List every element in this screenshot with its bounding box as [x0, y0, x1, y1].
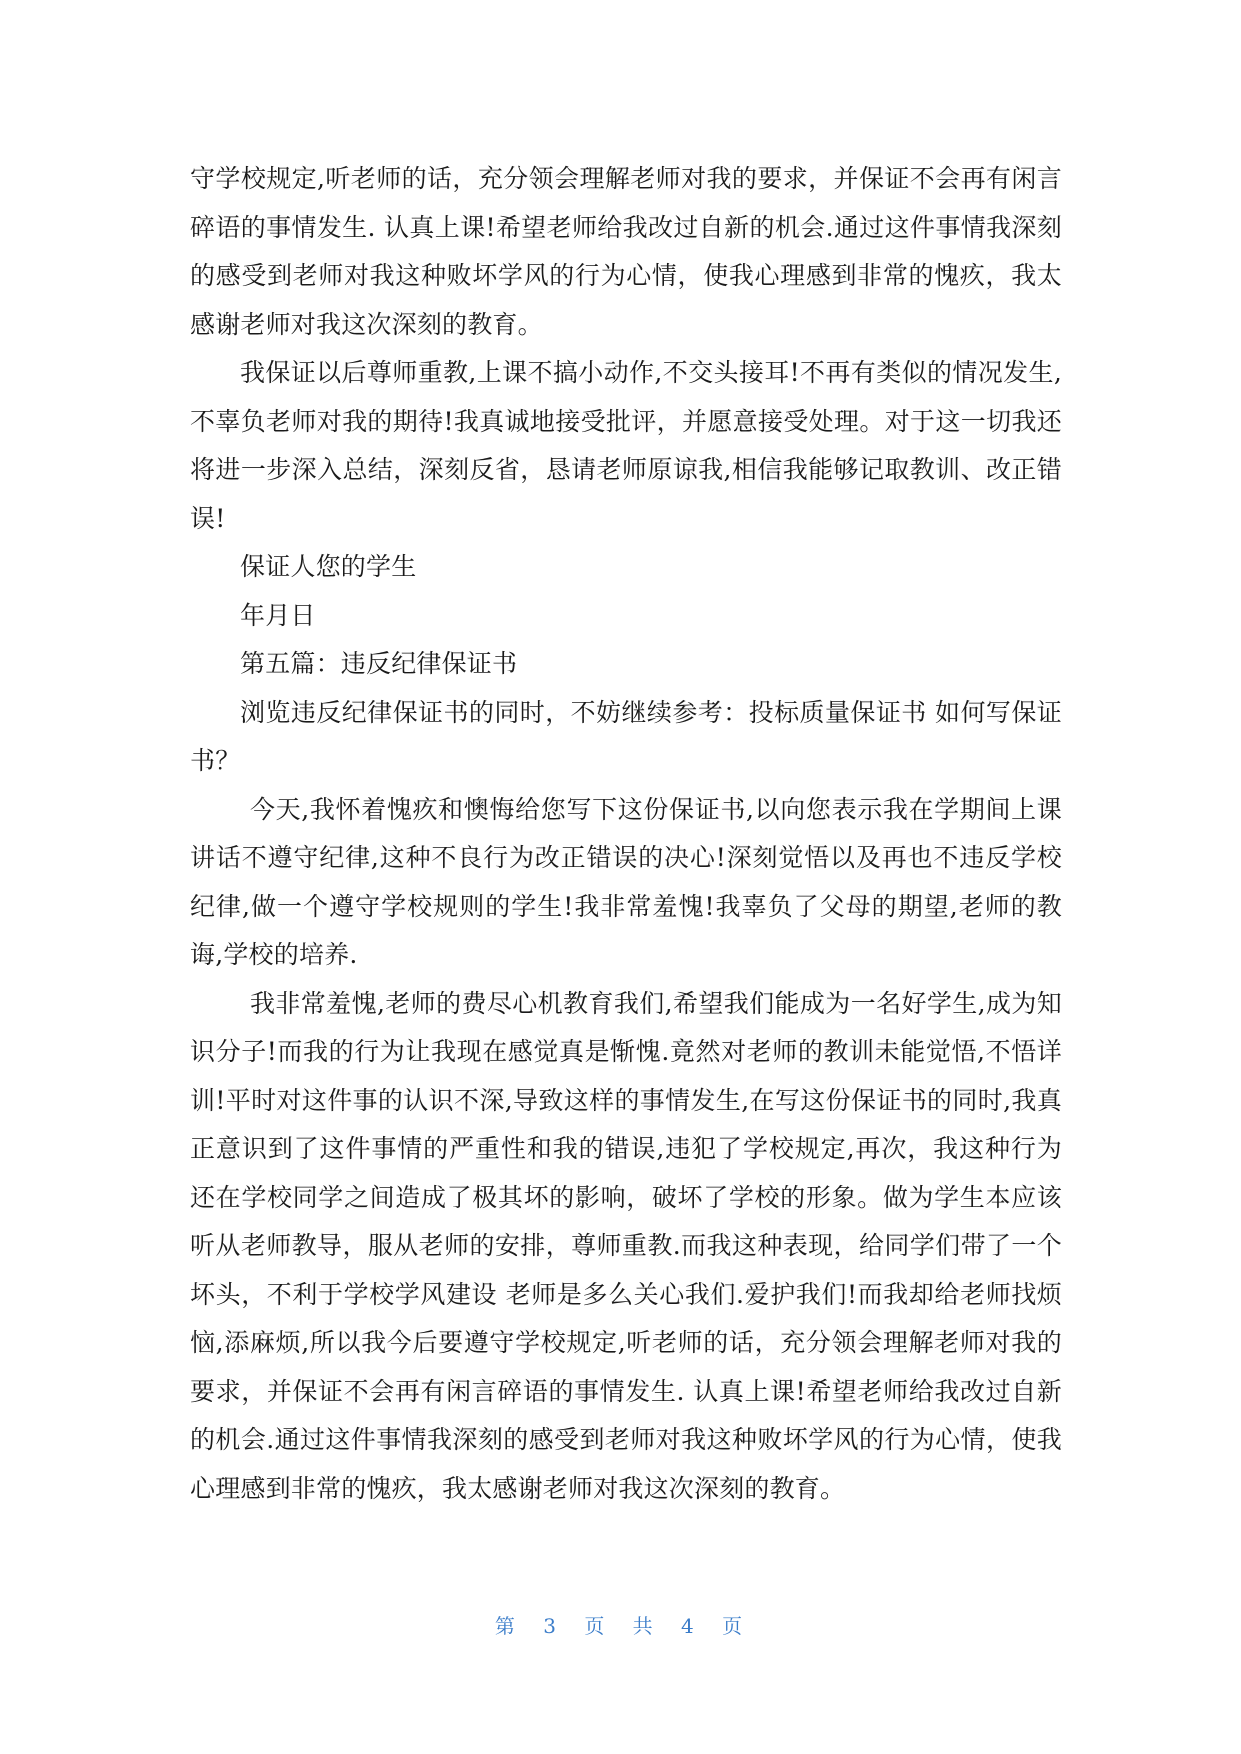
paragraph: 浏览违反纪律保证书的同时，不妨继续参考：投标质量保证书 如何写保证书？	[190, 697, 1062, 775]
paragraph: 守学校规定,听老师的话，充分领会理解老师对我的要求，并保证不会再有闲言碎语的事情发生. 认真上课!希望老师给我改过自新的机会.通过这件事情我深刻的感受到老师对我这种败坏学风的行为心情，使我心理感到非常的愧疚，我太感谢老师对我这次深刻的教育。	[190, 164, 1062, 339]
paragraph: 今天,我怀着愧疚和懊悔给您写下这份保证书,以向您表示我在学期间上课讲话不遵守纪律,这种不良行为改正错误的决心!深刻觉悟以及再也不违反学校纪律,做一个遵守学校规则的学生!我非常羞愧!我辜负了父母的期望,老师的教诲,学校的培养.	[190, 794, 1062, 969]
section-heading: 第五篇：违反纪律保证书	[240, 649, 518, 678]
page-number-footer: 第 3 页 共 4 页	[494, 1614, 747, 1638]
document-body	[190, 155, 1062, 1513]
paragraph: 我非常羞愧,老师的费尽心机教育我们,希望我们能成为一名好学生,成为知识分子!而我的行为让我现在感觉真是惭愧.竟然对老师的教训未能觉悟,不悟详训!平时对这件事的认识不深,导致这样的事情发生,在写这份保证书的同时,我真正意识到了这件事情的严重性和我的错误,违犯了学校规定,再次，我这种行为还在学校同学之间造成了极其坏的影响，破坏了学校的形象。做为学生本应该听从老师教导，服从老师的安排，尊师重教.而我这种表现，给同学们带了一个坏头，不利于学校学风建设 老师是多么关心我们.爱护我们!而我却给老师找烦恼,添麻烦,所以我今后要遵守学校规定,听老师的话，充分领会理解老师对我的要求，并保证不会再有闲言碎语的事情发生. 认真上课!希望老师给我改过自新的机会.通过这件事情我深刻的感受到老师对我这种败坏学风的行为心情，使我心理感到非常的愧疚，我太感谢老师对我这次深刻的教育。	[190, 988, 1062, 1503]
signature-line: 保证人您的学生	[240, 552, 417, 581]
date-line: 年月日	[240, 600, 316, 630]
paragraph: 我保证以后尊师重教,上课不搞小动作,不交头接耳!不再有类似的情况发生,不辜负老师对我的期待!我真诚地接受批评，并愿意接受处理。对于这一切我还将进一步深入总结，深刻反省，恳请老师原谅我,相信我能够记取教训、改正错误!	[190, 358, 1062, 533]
